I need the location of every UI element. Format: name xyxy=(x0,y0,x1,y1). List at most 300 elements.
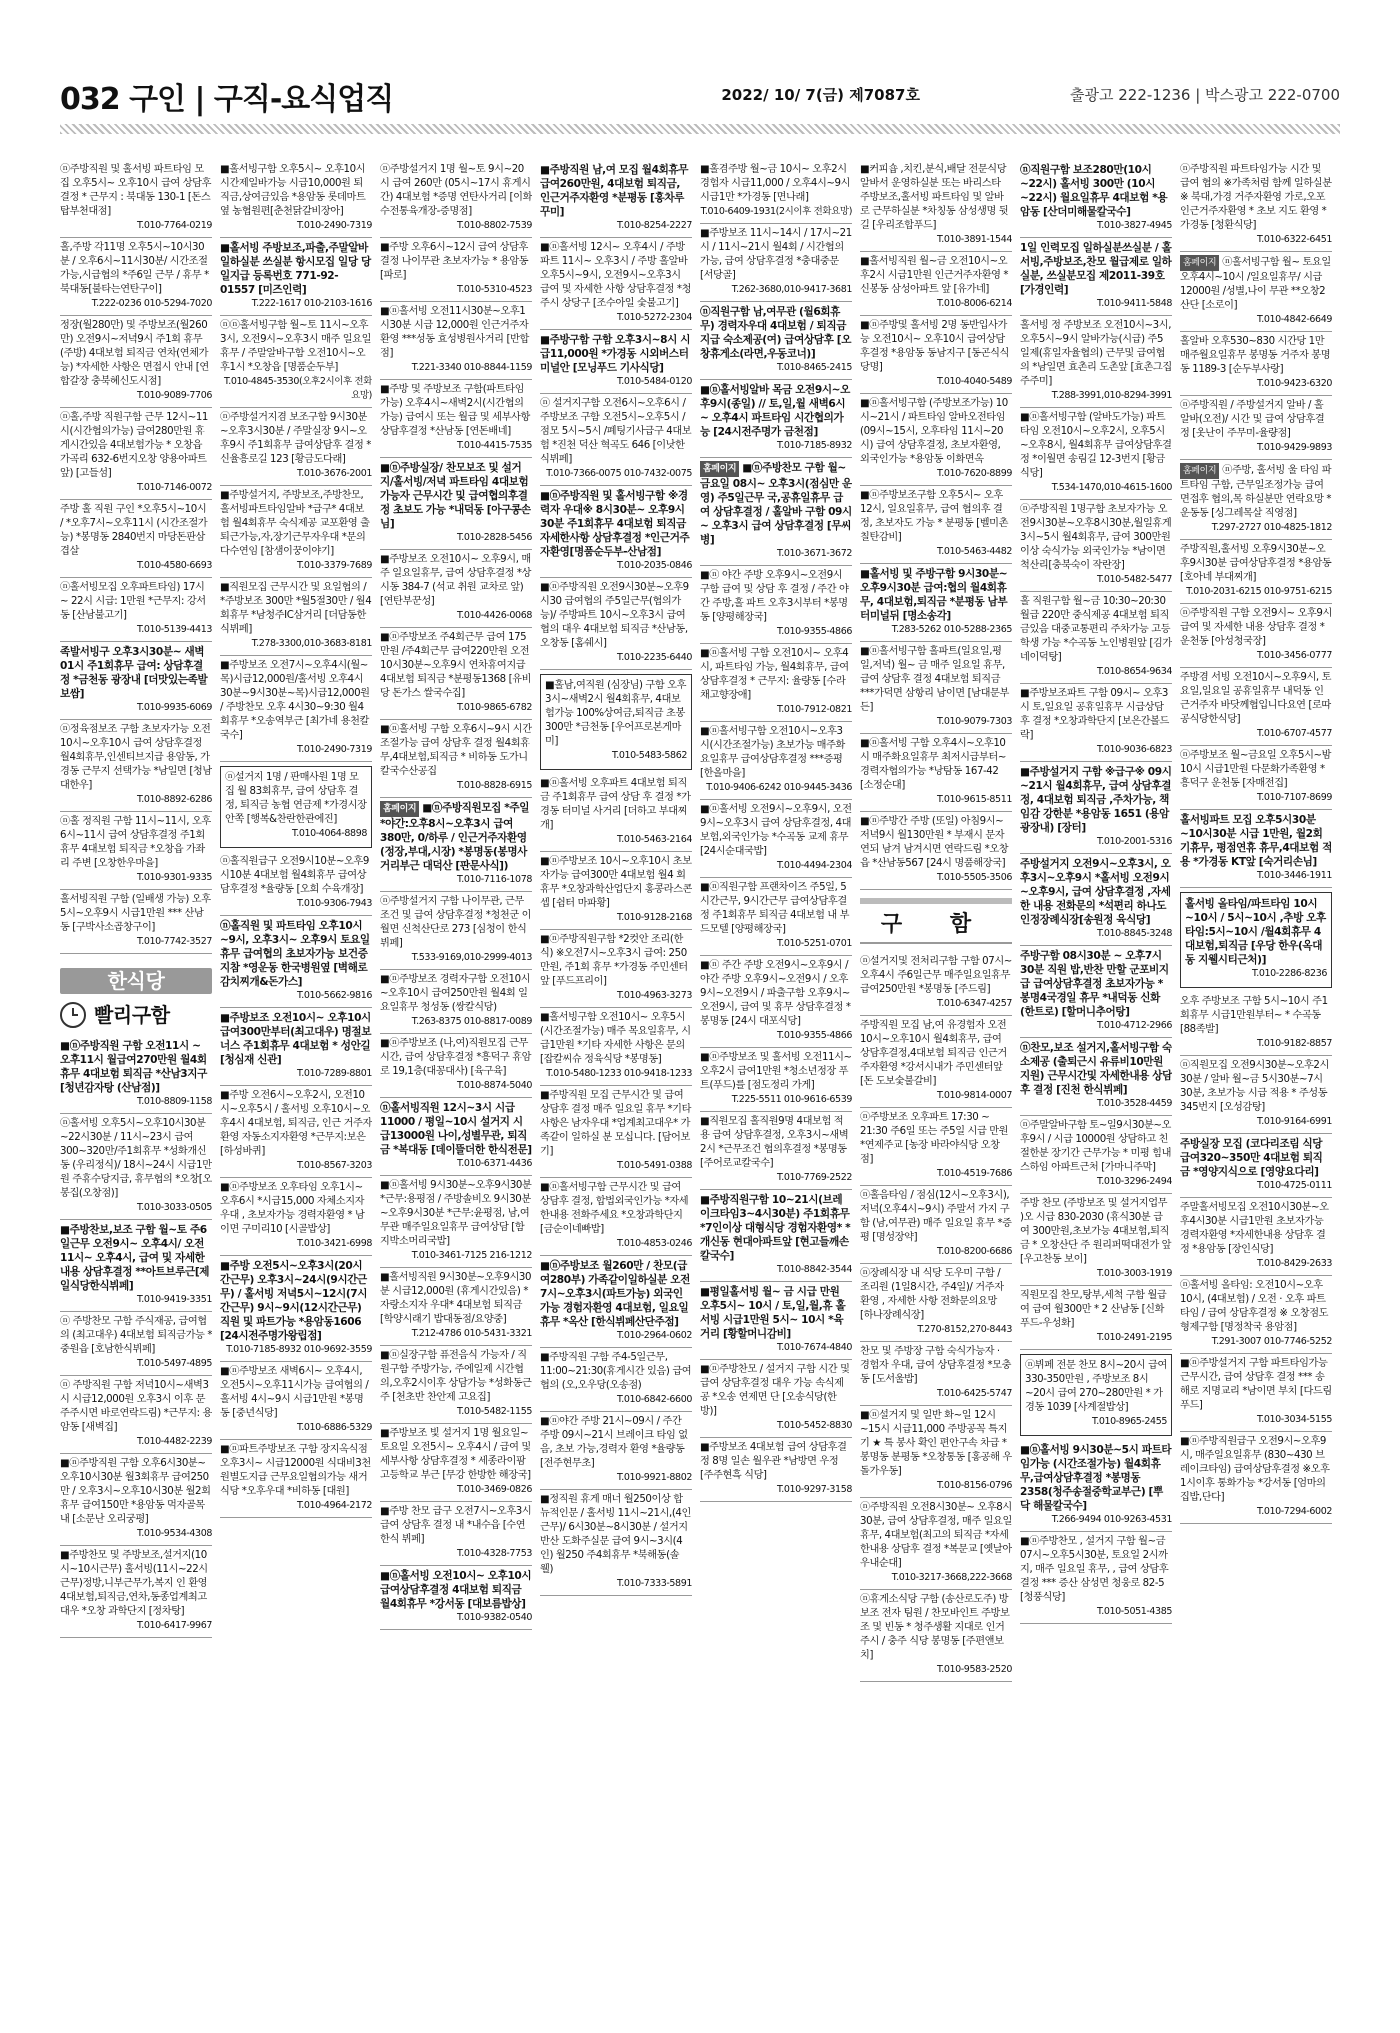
ad-text: ■ⓝ홀서빙알바 목금 오전9시~오후9시(종일) // 토,일,월 새벽6시~ 오후4시 파트타임 시간협의가능 [24시전주명가 금천점] xyxy=(700,384,850,438)
ad-text: 홈페이지 ⓝ주방, 홀서빙 울 타임 파트타임 구함, 근무일조정가능 급여 면접후 협의,목 하실분만 연락요망 * 운동동 [싱그레목살 직영점] xyxy=(1180,465,1332,519)
ad-text: ■ⓝ주방직원 오전9시30분~오후9시30 급여협의 주5일근무(협의가능)/ 주방파트 10시~오후3시 급여협의 대우 4대보험 퇴직금 *산남동,오창동 [홈쉐시] xyxy=(540,582,689,649)
classified-ad xyxy=(700,380,852,458)
ad-text: ■홀서빙 및 주방구함 9시30분~ 오후9시30분 급여:협의 월4회휴무, 4대보험,퇴직금 *분평동 남부터미널뒤 [명소송각] xyxy=(860,568,1008,622)
classified-ad xyxy=(1180,1354,1332,1432)
classified-ad xyxy=(380,1098,532,1176)
classified-ad xyxy=(1180,746,1332,810)
ad-text: ■ⓝ주방보조 주4회근무 급여 175만원 /주4회근무 급여220만원 오전10시30분~오후9시 연차휴여지급 4대보험 퇴직금 *분평동1368 [유비당 돈가스 쌀국수집] xyxy=(380,632,532,699)
classified-ad xyxy=(860,1498,1012,1590)
classified-ad xyxy=(540,674,692,770)
ad-text: ■홀겸주방 월~금 10시~ 오후2시 경험자 시급11,000 / 오후4시~9시 시급1만 *가경동 [면나래] xyxy=(700,164,851,203)
classified-ad xyxy=(60,1036,212,1114)
ad-text: ⓝ홀서빙직원 12시~3시 시급11000 / 평일~10시 설거지 시급13000원 나이,성별무관, 퇴직금 *복대동 [데이뜰더한 한식전문] xyxy=(380,1102,532,1156)
ad-phone: T.010-4845-3530(오후2시이후 전화요망) xyxy=(223,376,372,401)
ad-text: 오후 주방보조 구함 5시~10시 주1회휴무 시급1만원부터~ * 수곡동 [88족발] xyxy=(1180,996,1328,1035)
ad-phone: T.010-4040-5489 xyxy=(936,376,1012,387)
classified-ad xyxy=(540,1256,692,1348)
ad-phone: T.010-2035-0846 xyxy=(616,560,692,571)
ad-phone: T.010-9429-9893 xyxy=(1256,442,1332,453)
hansik-badge: 한식당 xyxy=(60,968,212,994)
ad-text: ■주방 찬모 급구 오전7시~오후3시 급여 상담후 결정 내 *내수읍 [수연 한식 뷔페] xyxy=(380,1506,532,1545)
ad-text: ■홀서빙구함 오전10시~ 오후5시 (시간조절가능) 매주 목요일휴무, 시급1만원 *기타 자세한 사항은 문의 [잡칼씨슈 정육식당 *봉명동] xyxy=(540,1012,691,1065)
ad-text: ■ⓝ홀서빙 오전11시30분~오후1시30분 시급 12,000원 인근거주자환영 ***성동 효성병원사거리 [반합점] xyxy=(380,306,529,359)
ad-phone: T.010-9814-0007 xyxy=(936,1090,1012,1101)
ad-text: ■정직원 휴게 매너 월250이상 합뉴적인문 / 홀서빙 11시~21시,(4인근무)/ 6시30분~8시30분 / 설거지 반산 도화주실문 급여 9시~3시(4인) 월250 주4회휴무 *북해동(솔 웰) xyxy=(540,1494,691,1575)
ad-phone: T.010-5272-2304 xyxy=(616,312,692,323)
classified-ad xyxy=(700,160,852,224)
ad-text: ■ⓝ 주간 주방 오전9시~오후9시 / 야간 주방 오후9시~오전9시 / 오후9시~오전9시 / 파출구함 오후9시~오전9시, 급여 및 휴무 상담후결정 *봉명동 [24시 대포식당] xyxy=(700,960,851,1027)
classified-ad xyxy=(1180,1276,1332,1354)
classified-ad xyxy=(380,1566,532,1630)
classified-ad xyxy=(1020,762,1172,854)
ad-text: ■주방직원 구함 주4-5일근무, 11:00~21:30(휴게시간 있음) 급여협의 (오,오우당(오송점) xyxy=(540,1352,692,1391)
classified-ad xyxy=(1180,604,1332,668)
column-1 xyxy=(60,160,212,1990)
ad-text: ■주방 및 주방보조 구함(파트타임 가능) 오후4시~새벽2시(시간협의가능) 급여시 또는 월급 및 세부사항 상담후결정 *산남동 [연돈배네] xyxy=(380,384,530,437)
classified-ad xyxy=(860,316,1012,394)
ad-text: ⓝ주방설거지겸 보조구함 9시30분~오후3시30분 / 주말실장 9시~오후9시 주1회휴무 급여상담후 결정 *신율흥로길 123 [황금도다래] xyxy=(220,412,371,465)
classified-ad xyxy=(700,1282,852,1360)
ad-phone: T.212-4786 010-5431-3321 xyxy=(411,1328,532,1339)
ad-phone: T.010-2490-7319 xyxy=(296,220,372,231)
ad-phone: T.010-3003-1919 xyxy=(1096,1268,1172,1279)
ad-text: ⓝ홀직원급구 오전9시10분~오후9시10분 4대보험 월4회휴무 급여상담후결정 *율량동 [오희 수육개장] xyxy=(220,856,369,895)
ad-phone: T.010-9935-6069 xyxy=(136,702,212,713)
classified-ad xyxy=(220,1362,372,1440)
ad-phone: T.263-8375 010-8817-0089 xyxy=(411,1016,532,1027)
ad-text: ■직원모집 근무시간 및 요일협의 / *주방보조 300만 *월5절30만 / 월4회휴무 *남청주IC삼거리 [더담동한식뷔페] xyxy=(220,582,372,635)
ad-phone: T.010-3296-2494 xyxy=(1096,1176,1172,1187)
ad-phone: T.010-4426-0068 xyxy=(456,610,532,621)
ad-text: ⓝ 주방직원 구함 저녁10시~새벽3시 시급12,000원 오후3시 이후 문주주시면 바로연락드림) *근무지: 용암동 [새벽집] xyxy=(60,1380,212,1433)
column-4 xyxy=(540,160,692,1990)
classified-ad xyxy=(380,160,532,238)
classified-ad xyxy=(860,952,1012,1016)
ad-phone: T.010-8892-6286 xyxy=(136,794,212,805)
ad-phone: T.010-3456-0777 xyxy=(1256,650,1332,661)
ad-text: 주방구함 08시30분 ~ 오후7시30분 직원 밥,반찬 만할 군포비지급 급여상담후결정 초보자가능 *봉명4국경일 휴무 *내덕동 신화(한트로) [할머니추어탕] xyxy=(1020,950,1169,1018)
classified-ad xyxy=(380,302,532,380)
ad-text: ■직원모집 홀직원9명 4대보험 적용 급여 상담후결정, 오후3시~새벽2시 *근무조건 협의후결정 *봉명동 [주어로교칼국수] xyxy=(700,1116,849,1169)
ad-text: ⓝ뷔페 전문 찬모 8시~20시 급여330-350만원 , 주방보조 8시~20시 급여 270~280만원 * 가경동 1039 [사계절밥상] xyxy=(1025,1360,1167,1413)
ad-text: ⓝ주방직원 및 홀서빙 파트타임 모집 오후5시~ 오후10시 급여 상담후결정 * 근무지 : 북대동 130-1 [돈스탑부천대점] xyxy=(60,164,212,217)
ad-text: 홈페이지 ⓝ홀서빙구함 월~ 토요일 오후4시~10시 /일요일휴무/ 시급 12000원 /성별,나이 무관 **오창2산단 [소로이] xyxy=(1180,257,1331,311)
classified-ad xyxy=(700,956,852,1048)
classified-ad xyxy=(220,766,372,848)
ad-text: ⓝ 주방찬모 구함 주식재공, 급여협의 (최고대우) 4대보험 퇴직금가능 *중원읍 [호남한식뷔페] xyxy=(60,1316,212,1355)
ad-phone: T.010-4853-0246 xyxy=(616,1238,692,1249)
classified-ad xyxy=(1180,1198,1332,1276)
ad-text: ⓝ주방직원 1명구함 초보자가능 오전9시30분~오후8시30분,월일휴게3시~5시 월4회휴무, 급여 300만원이상 숙식가능 외국인가능 *남이면 척산리[충북숙이 작란장] xyxy=(1020,504,1172,571)
classified-ad xyxy=(540,1412,692,1490)
ad-text: ⓝ홀서빙 오후5시~오후10시30분~22시30분 / 11시~23시 급여300~320만/주1회휴무 *성화개신동 (우리정식)/ 18시~24시 시급1만원 주휴수당지급, 휴무협의 *오창[오봉집(오창점)] xyxy=(60,1118,212,1199)
ad-phone: T.010-7185-8932 xyxy=(776,440,852,451)
classified-ad xyxy=(860,252,1012,316)
classified-ad xyxy=(700,458,852,566)
ad-phone: T.010-8828-6915 xyxy=(456,780,532,791)
classified-ad xyxy=(700,224,852,302)
ad-text: ■주방직원구함 10~21시(브레이크타임3~4시30분) 주1회휴무 *7인이상 대형식당 경험자환영* *개신동 현대아파트앞 [현고들깨손칼국수] xyxy=(700,1194,851,1262)
ad-phone: T.010-8809-1158 xyxy=(136,1096,212,1107)
classified-ad xyxy=(700,722,852,800)
classified-ad xyxy=(700,800,852,878)
ad-text: ⓝ찬모,보조 설거지,홀서빙구함 숙소제공 (출퇴근시 유류비10만원지원) 근무시간및 자세한내용 상담후 결정 [진천 한식뷔페] xyxy=(1020,1042,1172,1096)
ad-text: ■주방설거지, 주방보조,주방찬모,홀서빙파트타임알바 *급구* 4대보험 월4회휴무 숙식제공 교포환영 출퇴근가능,자,장기근무자우대 *문의다수연임 [참샘이꿍이야기] xyxy=(220,490,370,557)
ad-text: ■주방찬보,보조 구함 월~토 주6일근무 오전9시~ 오후4시/ 오전11시~ 오후4시, 급여 및 자세한내용 상담후결정 **아트브루근[제일식당한식뷔페] xyxy=(60,1224,210,1292)
classified-ad xyxy=(220,852,372,916)
ad-text: ■ⓝ주방보조 및 홀서빙 오전11시~오후2시 급여1만원 *청소년정장 푸트(푸드)를 [점도정리 가게] xyxy=(700,1052,852,1091)
ad-text: 주방겸 서빙 오전10시~오후9시, 토요일,일요일 공휴일휴무 내덕동 인근거주자 바닷께협입니다요연 [로따공식당한식당] xyxy=(1180,672,1332,725)
ad-phone: T.010-9301-9335 xyxy=(136,872,212,883)
classified-ad xyxy=(1020,1354,1172,1436)
ad-text: ■ⓝ홀서빙구함 근무시간 및 급여 상담후 결정, 합법외국인가능 *자세한내용 전화주세요 *오창과학단지 [금순이네빠밥] xyxy=(540,1182,689,1235)
ad-phone: T.010-8156-0796 xyxy=(936,1480,1012,1491)
ad-phone: T.010-4064-8898 xyxy=(291,828,367,839)
ad-phone: T.222-1617 010-2103-1616 xyxy=(251,298,372,309)
ad-text: ■주방설거지 구함 ※급구※ 09시~21시 월4회휴무, 급여 상담후결정, 4대보험 퇴직금 ,주차가능, 책임감 강한분 *용암동 1651 (용암광장내) [장터] xyxy=(1020,766,1172,834)
column-3 xyxy=(380,160,532,1990)
ad-phone: T.010-8200-6686 xyxy=(936,1246,1012,1257)
ad-text: ■주방직원 남,여 모집 월4회휴무 급여260만원, 4대보험 퇴직금, 인근거주자환영 *분평동 [홍차루꾸미] xyxy=(540,164,689,218)
ad-text: ■ⓝ주방설거지 구함 파트타임가능 근무시간, 급여 상담후 결정 *** 송해로 지명교리 *남이면 부치 [다드림푸드] xyxy=(1180,1358,1332,1411)
ad-text: ■ⓝ주방간 주방 (또일) 아침9시~저녁9시 월130만원 * 부재시 문자연되 남겨 남겨시면 연락드림 *오창읍 *산남동567 [24시 명품해장국] xyxy=(860,816,1009,869)
ad-text: 정장(월280만) 및 주방보조(월260만) 오전9시~저녁9시 주1회 휴무(주방) 4대보험 퇴직금 연차(연체가능) *자세한 사항은 면접시 안내 [연합갈장 충북혜신도시점] xyxy=(60,320,209,387)
gugham-section-header: 구 함 xyxy=(860,898,1012,944)
ad-text: ■ⓝ홀서빙구함 (주방보조가능) 10시~21시 / 파트타임 알바오전타임(09시~15시, 오후타임 11시~20시) 급여 상담후결정, 초보자환영, 외국인가능 *용암동 이화면옥 xyxy=(860,398,1008,465)
ad-text: ■주방보조 오전10시~ 오후10시 급여300만부터(최고대우) 명절보너스 주1회휴무 4대보험 * 성안길 [청심재 신관] xyxy=(220,1012,372,1066)
ad-text: 주방실장 모집 (코다리조림 식당 급여320~350만 4대보험 퇴직금 *영양지식으로 [영양요다리] xyxy=(1180,1138,1323,1178)
ad-text: 주방 홀 직원 구인 *오후5시~10시 / *오후7시~오후11시 (시간조절가능) *봉명동 2840번지 마당돈판삼겹살 xyxy=(60,504,208,557)
classified-ad xyxy=(60,1114,212,1220)
ad-phone: T.010-5310-4523 xyxy=(456,284,532,295)
page-header xyxy=(60,74,1340,122)
ad-phone: T.010-6425-5747 xyxy=(936,1388,1012,1399)
ad-text: ⓝ주방보조 오후파트 17:30 ~ 21:30 주6일 또는 주5일 시급 만원 *연제주교 [농장 바라야식당 오창점] xyxy=(860,1112,1009,1165)
ad-text: ■ⓝ홀서빙 12시~ 오후4시 / 주방 파트 11시~ 오후3시 / 주방 홀알바 오후5시~9시, 오전9시~오후3시 급여 및 자세한 사항 상담후결정 *청주시 상당구 [조수아일 숯불고기] xyxy=(540,242,692,309)
ad-text: ■ⓝ주방보조구함 오후5시~ 오후12시, 일요일휴무, 급여 협의후 결정, 초보자도 가능 * 분평동 [벨미촌칠탄감비] xyxy=(860,490,1009,543)
ad-text: ⓝ홀,주방 직원구함 근무 12시~11시(시간협의가능) 급여280만원 휴게시간있음 4대보험가능 * 오창읍 가곡리 632-6번지오창 양용아파트앞) [고들섬] xyxy=(60,412,209,479)
classified-ad xyxy=(700,1360,852,1438)
ad-text: ■홀서빙구함 오후5시~ 오후10시 시간제일바가능 시급10,000원 퇴직금,상여금있음 *용암동 롯데마트옆 농협원편[춘천닭갈비장아] xyxy=(220,164,366,217)
classified-ad xyxy=(60,642,212,720)
ad-phone: T.010-9406-6242 010-9445-3436 xyxy=(706,782,852,793)
ad-phone: T.297-2727 010-4825-1812 xyxy=(1211,522,1332,533)
classified-ad xyxy=(60,1220,212,1312)
ad-phone: T.010-5452-8830 xyxy=(776,1420,852,1431)
page-title xyxy=(60,74,393,118)
classified-ad xyxy=(1180,252,1332,332)
ad-phone: T.010-3446-1911 xyxy=(1256,870,1332,881)
classified-ad xyxy=(60,160,212,238)
homepage-badge: 홈페이지 xyxy=(700,461,739,477)
ad-phone: T.010-3217-3668,222-3668 xyxy=(891,1572,1012,1583)
ad-phone: T.010-4482-2239 xyxy=(136,1436,212,1447)
classified-ad xyxy=(220,916,372,1008)
classified-ad xyxy=(60,890,212,954)
classified-ad xyxy=(860,160,1012,252)
classified-ad xyxy=(1020,1286,1172,1350)
ad-phone: T.010-7333-5891 xyxy=(616,1578,692,1589)
ad-phone: T.010-4964-2172 xyxy=(296,1500,372,1511)
classified-ad xyxy=(1180,540,1332,604)
ad-phone: T.010-9128-2168 xyxy=(616,912,692,923)
classified-ad xyxy=(540,578,692,670)
ad-phone: T.010-2235-6440 xyxy=(616,652,692,663)
classified-ad xyxy=(380,720,532,798)
classified-ad xyxy=(860,734,1012,812)
classified-ad xyxy=(860,1186,1012,1264)
issue-date: 2022/ 10/ 7(금) 제7087호 xyxy=(721,86,920,104)
page-number: 032 xyxy=(60,82,120,117)
classified-ad xyxy=(1180,460,1332,540)
classified-ad xyxy=(540,930,692,1008)
ad-text: 홈페이지 ■ⓝ주방직원모집 *주일 *야간:오후8시~오후3시 급여380만, 0/하루 / 인근거주자환영(정장,부대,시장) *봉명동(봉명사거리부근 대덕산 [판문사식]) xyxy=(380,802,530,872)
ad-phone: T.010-7912-0821 xyxy=(776,704,852,715)
ad-phone: T.010-5051-4385 xyxy=(1096,1606,1172,1617)
classified-ad xyxy=(700,878,852,956)
classified-ad xyxy=(1180,396,1332,460)
classified-ad xyxy=(540,394,692,486)
ad-text: ■홀서빙직원 9시30분~오후9시30분 시급12,000원 (휴게시간있음) *자랑소지자 우대* 4대보험 퇴직금 [학양시래기 밥대동점/요양중] xyxy=(380,1272,532,1325)
classified-ad xyxy=(380,1176,532,1268)
ad-text: 홀서빙파트 모집 오후5시30분~10시30분 시급 1만원, 월2회 기휴무, 평점연휴 휴무,4대보험 적용 *가경동 KT앞 [숙거리손님] xyxy=(1180,814,1332,868)
ad-text: ■ⓝ홀서빙 구함 오전10시~ 오후4시, 파트타임 가능, 월4회휴무, 급여 상담후결정 * 근무지: 율량동 [수라채고향장애] xyxy=(700,648,849,701)
ad-phone: T.010-7294-6002 xyxy=(1256,1506,1332,1517)
ad-text: 주방 찬모 (주방보조 및 설거지업무 )오 시급 830-2030 (휴식30분 급여 300만원,초보가능 4대보험,퇴직금 * 오창산단 주 원리퍼떡대전가 앞 [우고찬동 보이] xyxy=(1020,1198,1172,1265)
ad-phone: T.010-5505-3506 xyxy=(936,872,1012,883)
ad-phone: T.534-1470,010-4615-1600 xyxy=(1051,482,1172,493)
ad-phone: T.283-5262 010-5288-2365 xyxy=(891,624,1012,635)
ad-phone: T.010-4580-6693 xyxy=(136,560,212,571)
ad-text: ⓝⓝ홀서빙구함 월~토 11시~오후3시, 오전9시~오후3시 매주 일요일휴무 / 주말알바구함 오전10시~오후1시 *오창읍 [명품순두부] xyxy=(220,320,372,373)
classified-ad xyxy=(220,316,372,408)
classified-ad xyxy=(860,1406,1012,1498)
classified-ad xyxy=(1180,668,1332,746)
ad-text: 주방직원 모집 남,여 유경험자 오전10시~오후10시 월4회휴무, 급여 상담후결정,4대보험 퇴직금 인근거주자환영 *강서시내가 주민센터앞 [돈 도보숯불갈비] xyxy=(860,1020,1007,1087)
ad-text: 족발서빙구 오후3시30분~ 새벽01시 주1회휴무 급여: 상담후결정 *금천동 광장내 [더맛있는족발보쌈] xyxy=(60,646,208,700)
ad-text: 찬모 및 주방장 구함 숙식가능자 · 경험자 우대, 급여 상담후결정 *모충동 [도서울밥] xyxy=(860,1346,1012,1385)
ad-text: 홀알바 오후530~830 시간당 1만 매주월요일휴무 봉명동 거주자 봉명동 1189-3 [순두부사랑] xyxy=(1180,336,1331,375)
ad-text: ⓝ직원모집 오전9시30분~오후2시30분 / 알바 월~금 5시30분~7시30분, 초보가능 시급 적용 * 주성동 345번지 [오성감탕] xyxy=(1180,1060,1329,1113)
ad-phone: T.010-7769-2522 xyxy=(776,1172,852,1183)
ad-text: 홀서빙 올타임/파트타임 10시~10시 / 5시~10시 ,추방 오후타임:5시~10시 /월4회휴무 4대보험,퇴직금 [우당 한우(옥대동 지웰시티근처)] xyxy=(1185,898,1326,966)
ad-text: ■ⓝ주방직원 구함 오후6시30분~오후10시30분 월3회휴무 급여250만 / 오후3시~오후10시30분 월2회휴무 급여150만 *용암동 먹자골목 내 [소문난 오리궁평] xyxy=(60,1458,211,1525)
ad-text: ⓝ주방설거지 1명 월~토 9시~20시 급여 260만 (05시~17시 휴게시간) 4대보험 *증명 연탄사거리 [이화수전통육개장-증명점] xyxy=(380,164,532,217)
ad-phone: T.010-5139-4413 xyxy=(136,624,212,635)
ad-phone: T.010-6842-6600 xyxy=(616,1394,692,1405)
classified-ad xyxy=(860,1590,1012,1682)
ad-phone: T.010-4494-2304 xyxy=(776,860,852,871)
ad-phone: T.010-9921-8802 xyxy=(616,1472,692,1483)
ad-text: ⓝ설거지및 전처리구함 구함 07시~오후4시 주6일근무 매주일요일휴무 급여250만원 *봉명동 [주드림] xyxy=(860,956,1012,995)
ad-text: ■ⓝ주방직원급구 오전9시~오후9시, 매주일요일휴무 (830~430 브레이크타임) 급여상담후결정 ※오후1시이후 통화가능 *강서동 [엄마의 집밥,단다] xyxy=(1180,1436,1330,1503)
ad-phone: T.010-4725-0111 xyxy=(1256,1180,1332,1191)
ad-phone: T.010-7742-3527 xyxy=(136,936,212,947)
ad-phone: T.010-8842-3544 xyxy=(776,1264,852,1275)
ad-phone: T.010-9079-7303 xyxy=(936,716,1012,727)
clock-icon xyxy=(60,1002,86,1028)
classified-ad xyxy=(700,1190,852,1282)
ad-phone: T.010-3461-7125 216-1212 xyxy=(411,1250,532,1261)
ad-text: ■ⓝ주방보조 오후타임 오후1시~오후6시 *시급15,000 자체소지자우대 , 초보자가능 경력자환영 * 남이면 구미리10 [시골밥상] xyxy=(220,1182,365,1235)
classified-ad xyxy=(220,1008,372,1086)
ad-phone: T.010-5251-0701 xyxy=(776,938,852,949)
classified-ad xyxy=(1180,160,1332,252)
classified-ad xyxy=(860,1108,1012,1186)
classified-ad xyxy=(860,642,1012,734)
ad-text: ⓝ주말알바구함 토~일9시30분~오후9시 / 시급 10000원 상담하고 친절한분 장기간 근무가능 * 미평 힘내스하임 아파트근처 [가마니주막] xyxy=(1020,1120,1172,1173)
classified-ad xyxy=(220,408,372,486)
ad-text: ■ⓝ주방보조 경력자구함 오전10시~오후10시 급여250만원 월4회 일요일휴무 청성동 (쌍칼식당) xyxy=(380,974,531,1013)
ad-phone: T.010-6371-4436 xyxy=(456,1158,532,1169)
classified-ad xyxy=(1020,500,1172,592)
ad-text: ■주방보조 오전7시~오후4시(월~목)시급12,000원/홀서빙 오후4시30분~9시30분~목)시급12,000원 / 주방찬모 오후 4시30~9:30 월4회휴무 *오송역부근 [최가네 용천칼국수] xyxy=(220,660,370,741)
classified-ad xyxy=(380,628,532,720)
ppalli-text: 빨리구함 xyxy=(94,1003,170,1027)
classified-ad xyxy=(220,1440,372,1518)
ad-phone: T.010-5463-2164 xyxy=(616,834,692,845)
ad-phone: T.010-9036-6823 xyxy=(1096,744,1172,755)
classified-ad xyxy=(1020,1440,1172,1532)
ad-phone: T.010-2031-6215 010-9751-6215 xyxy=(1186,586,1332,597)
ad-phone: T.010-9865-6782 xyxy=(456,702,532,713)
ad-phone: T.010-9423-6320 xyxy=(1256,378,1332,389)
classified-ad xyxy=(860,812,1012,890)
classified-ad xyxy=(860,564,1012,642)
ad-phone: T.533-9169,010-2999-4013 xyxy=(411,952,532,963)
ad-phone: T.010-5480-1233 010-9418-1233 xyxy=(546,1068,692,1079)
ad-phone: T.262-3680,010-9417-3681 xyxy=(731,284,852,295)
ad-text: 홀서빙직원 구함 (일배생 가능) 오후5시~오후9시 시급1만원 *** 산남동 [구박사소곱창구이] xyxy=(60,894,211,933)
classified-ad xyxy=(1020,160,1172,238)
classified-ad xyxy=(540,1178,692,1256)
classified-ad xyxy=(1180,1056,1332,1134)
classified-ad xyxy=(860,394,1012,486)
ad-text: ⓝ주방설거지 구함 나이무관, 근무 조건 및 급여 상담후결정 *청천군 이월면 신척산단로 273 [심청이 한식뷔페] xyxy=(380,896,532,949)
classified-ad xyxy=(220,160,372,238)
ad-phone: T.010-5484-0120 xyxy=(616,376,692,387)
ad-text: ■ⓝ주방찬모 / 설거지 구함 시간 및 급여 상담후결정 대우 가능 속식제공 *오송 연제면 단 [오송식당(한방)] xyxy=(700,1364,850,1417)
ad-phone: T.010-7107-8699 xyxy=(1256,792,1332,803)
ad-phone: T.010-5662-9816 xyxy=(296,990,372,1001)
ad-phone: T.010-7185-8932 010-9692-3559 xyxy=(226,1344,372,1355)
ad-text: ■ⓝ홀서빙구함 오전10시~오후3시(시간조절가능) 초보가능 매주화요일휴무 급여상담후결정 ***증평 [한올마을] xyxy=(700,726,846,779)
classified-ad xyxy=(60,578,212,642)
ad-text: ■주방구함 구함 오후3시~8시 시급11,000원 *가경동 시외버스터미널안 [모닝푸드 기사식당] xyxy=(540,334,691,374)
ad-text: ⓝ설거지 1명 / 판매사원 1명 모집 월 83회휴무, 급여 상담후 결정, 퇴직금 농협 연금제 *가경시장 안쪽 [행복&찬란한관에진] xyxy=(225,772,367,825)
classified-ad xyxy=(1180,810,1332,888)
ad-text: ■ⓝ홀서빙구함 (알바도가능) 파트타임 오전10시~오후2시, 오후5시~오후8시, 월4회휴무 급여상담후결정 *이월면 송림길 12-3번지 [황금식당] xyxy=(1020,412,1172,479)
homepage-badge: 홈페이지 xyxy=(1180,255,1219,271)
classified-ad xyxy=(700,566,852,644)
ad-phone: T.010-7116-1078 xyxy=(456,874,532,885)
classified-ad xyxy=(700,302,852,380)
ad-phone: T.010-4415-7535 xyxy=(456,440,532,451)
classified-ad xyxy=(60,1376,212,1454)
ad-text: 주말홀서빙모집 오전10시30분~오후4시30분 시급1만원 초보자가능 경력자환영 *자세한내용 상담후 결정 *용암동 [장인식당] xyxy=(1180,1202,1329,1255)
ad-text: ⓝ홀직원 및 파트타임 오후10시~9시, 오후3시~ 오후9시 토요일휴무 급여협의 초보자가능 보건증지참 *영운동 한국병원옆 [벽해로감치찌개&돈가스] xyxy=(220,920,370,988)
ad-text: ⓝ홀 정직원 구함 11시~11시, 오후6시~11시 급여 상담후결정 주1회휴무 4대보험 퇴직금 *오창읍 가좌리 주변 [오창한우마을] xyxy=(60,816,211,869)
ad-text: 홀,주방 각11명 오후5시~10시30분 / 오후6시~11시30분/ 시간조절가능,시급협의 *주6일 근무 / 휴무 *북대동[불타는연탄구이] xyxy=(60,242,209,295)
ad-text: ■주방 오후6시~12시 급여 상담후결정 나이무관 초보자가능 * 용암동 [파로] xyxy=(380,242,529,281)
ad-phone: T.010-3671-3672 xyxy=(776,548,852,559)
ad-text: ■ⓝ홀서빙 구함 오후4시~오후10시 매주화요일휴무 최저시급부터~ 경력자협의가능 *낭탐동 167-42 [소정순대] xyxy=(860,738,1006,791)
classified-ad xyxy=(380,238,532,302)
ad-text: ■ⓝ야간 주방 21시~09시 / 주간 주방 09시~21시 브레이크 타임 없음, 초보 가능,경력자 환영 *율량동 [전주현무초] xyxy=(540,1416,688,1469)
ad-phone: T.010-8254-2227 xyxy=(616,220,692,231)
ad-phone: T.010-8429-2633 xyxy=(1256,1258,1332,1269)
classified-ad xyxy=(60,1454,212,1546)
ad-text: ■ⓝ주방보조 월260만 / 찬모(급여280부) 가족같이일하실분 오전7시~오후3시(파트가능) 외국인가능 경험자환영 4대보험, 일요일휴무 *옥산 [한식뷔페산단주점] xyxy=(540,1260,690,1328)
ad-phone: T.010-8465-2415 xyxy=(776,362,852,373)
ad-phone: T.010-9297-3158 xyxy=(776,1484,852,1495)
ad-text: 주방설거지 오전9시~오후3시, 오후3시~오후9시 *홀서빙 오전9시~오후9시, 급여 상담후결정 ,자세한 내용 전화문의 *석편리 하나도인정장례식장[송원정 육식당] xyxy=(1020,858,1171,926)
classified-ad xyxy=(540,1086,692,1178)
ad-text: ■ⓝ직원구함 프랜차이즈 주5일, 5시간근무, 9시간근무 급여상담후결정 주1회휴무 퇴직금 4대보험 내 부드모텔 [양평해장국] xyxy=(700,882,850,935)
classified-ad xyxy=(220,1086,372,1178)
classified-ad xyxy=(60,812,212,890)
classified-ad xyxy=(1020,592,1172,684)
column-7 xyxy=(1020,160,1172,1990)
ad-phone: T.010-8567-3203 xyxy=(296,1160,372,1171)
ad-phone: T.010-5497-4895 xyxy=(136,1358,212,1369)
ad-text: ■ⓝ홀서빙구함 홀파트(일요일,평일,저녁) 월~ 금 매주 일요일 휴무, 급여 상담후 결정 4대보험 퇴직금 ***가덕면 삼항리 남이면 [남대문부든] xyxy=(860,646,1009,713)
ad-text: ■홀남,여직원 (심장님) 구함 오후3시~새벽2시 월4회휴무, 4대보험가능 100%상여금,퇴직금 초봉300만 *금천동 [우어프로본게마미] xyxy=(545,680,687,747)
ad-phone: T.010-2001-5316 xyxy=(1096,836,1172,847)
ad-phone: T.010-5482-5477 xyxy=(1096,574,1172,585)
column-5 xyxy=(700,160,852,1990)
ad-text: 홈페이지 ■ⓝ주방찬모 구함 월~ 금요일 08시~ 오후3시(점심만 운영) 주5일근무 국,공휴일휴무 급여 상담후결정 / 홀알바 구함 09시~ 오후3시 급여 상담후결정 [무씨병] xyxy=(700,462,852,546)
classified-ad xyxy=(380,892,532,970)
classified-ad xyxy=(700,644,852,722)
ad-phone: T.010-3528-4459 xyxy=(1096,1098,1172,1109)
ad-text: ■ⓝ홀서빙 오전10시~ 오후10시 급여상담후결정 4대보험 퇴직금 월4회휴무 *강서동 [대보름밥상] xyxy=(380,1570,532,1610)
ad-phone: T.266-9494 010-9263-4531 xyxy=(1051,1514,1172,1525)
ad-phone: T.222-0236 010-5294-7020 xyxy=(91,298,212,309)
ad-text: 1일 인력모집 일하실분쓰실분 / 홀서빙,주방보조,찬모 월급제로 일하실분, 쓰실분모집 제2011-39호 [가경인력] xyxy=(1020,242,1172,296)
ad-text: ■ⓝ주방찬모 , 설거지 구함 월~금 07시~오후5시30분, 토요일 2시까지, 매주 일요일 휴무, , 급여 상담후 결정 *** 증산 삼성면 청웅로 82-5 [청풍식당] xyxy=(1020,1536,1169,1603)
ad-text: ■ⓝ설거지 및 일반 화~일 12시~15시 시급11,000 주방공꼭 특지기 ★ 특 봉사 확인 편안구속 차급 *봉명동 분평동 *오창통동 [홍공해 우돌가우동] xyxy=(860,1410,1012,1477)
classified-ad xyxy=(540,160,692,238)
ad-phone: T.010-9182-8857 xyxy=(1256,1038,1332,1049)
classified-ad xyxy=(380,1268,532,1346)
ad-phone: T.010-9615-8511 xyxy=(936,794,1012,805)
ad-phone: T.010-4963-3273 xyxy=(616,990,692,1001)
ad-phone: T.010-6707-4577 xyxy=(1256,728,1332,739)
ad-text: ■ⓝ주방및 홀서빙 2명 동반입사가능 오전10시~ 오후10시 급여상담후결정 *용암동 동남지구 [동곤식식당명] xyxy=(860,320,1009,373)
homepage-badge: 홈페이지 xyxy=(380,801,419,817)
ad-phone: T.010-5482-1155 xyxy=(456,1406,532,1417)
classified-ad xyxy=(380,798,532,892)
classified-ad xyxy=(380,970,532,1034)
classified-ad xyxy=(380,458,532,550)
ad-text: ⓝ 설거지구함 오전6시~오후6시 / 주방보조 구함 오전5시~오후5시 /점모 5시~5시 /폐팅기사급구 4대보험 *진천 덕산 혁곡도 646 [이낫한식뷔페] xyxy=(540,398,692,465)
ad-text: ■홀서빙직원 월~금 오전10시~오후2시 시급1만원 인근거주자환영 *신봉동 삼성아파트 앞 [유가네] xyxy=(860,256,1009,295)
column-2 xyxy=(220,160,372,1990)
ad-text: ■주방 오전6시~오후2시, 오전10시~오후5시 / 홀서빙 오후10시~오후4시 4대보험, 퇴직금, 인근 거주자환영 자동소지자환영 *근무지:보은 [하성바퀴] xyxy=(220,1090,372,1157)
ad-text: ■주방보조 11시~14시 / 17시~21시 / 11시~21시 월4회 / 시간협의가능, 급여 상담후결정 *충대중문 [서당골] xyxy=(700,228,852,281)
column-8 xyxy=(1180,160,1332,1990)
classified-ad xyxy=(540,330,692,394)
ad-phone: T.010-8006-6214 xyxy=(936,298,1012,309)
ad-text: ■ⓝ파트주방보조 구함 장지옥식점 오후3시~ 시급12000원 식대비3천원별도지급 근무요일협의가능 새거식당 *오후우대 *비하동 [대원] xyxy=(220,1444,371,1497)
ad-phone: T.010-9089-7706 xyxy=(136,390,212,401)
ad-phone: T.010-3379-7689 xyxy=(296,560,372,571)
ad-text: ■ⓝ홀서빙 9시30분~오후9시30분 *근무:용평점 / 주방솔비오 9시30분~오후9시30분 *근무:윤평점, 남,여무관 매주일요일휴무 급여상담 [함지박소머리국밥] xyxy=(380,1180,532,1247)
classified-ad xyxy=(220,1178,372,1256)
ad-phone: T.010-2964-0602 xyxy=(616,1330,692,1341)
classified-ad xyxy=(1020,238,1172,316)
